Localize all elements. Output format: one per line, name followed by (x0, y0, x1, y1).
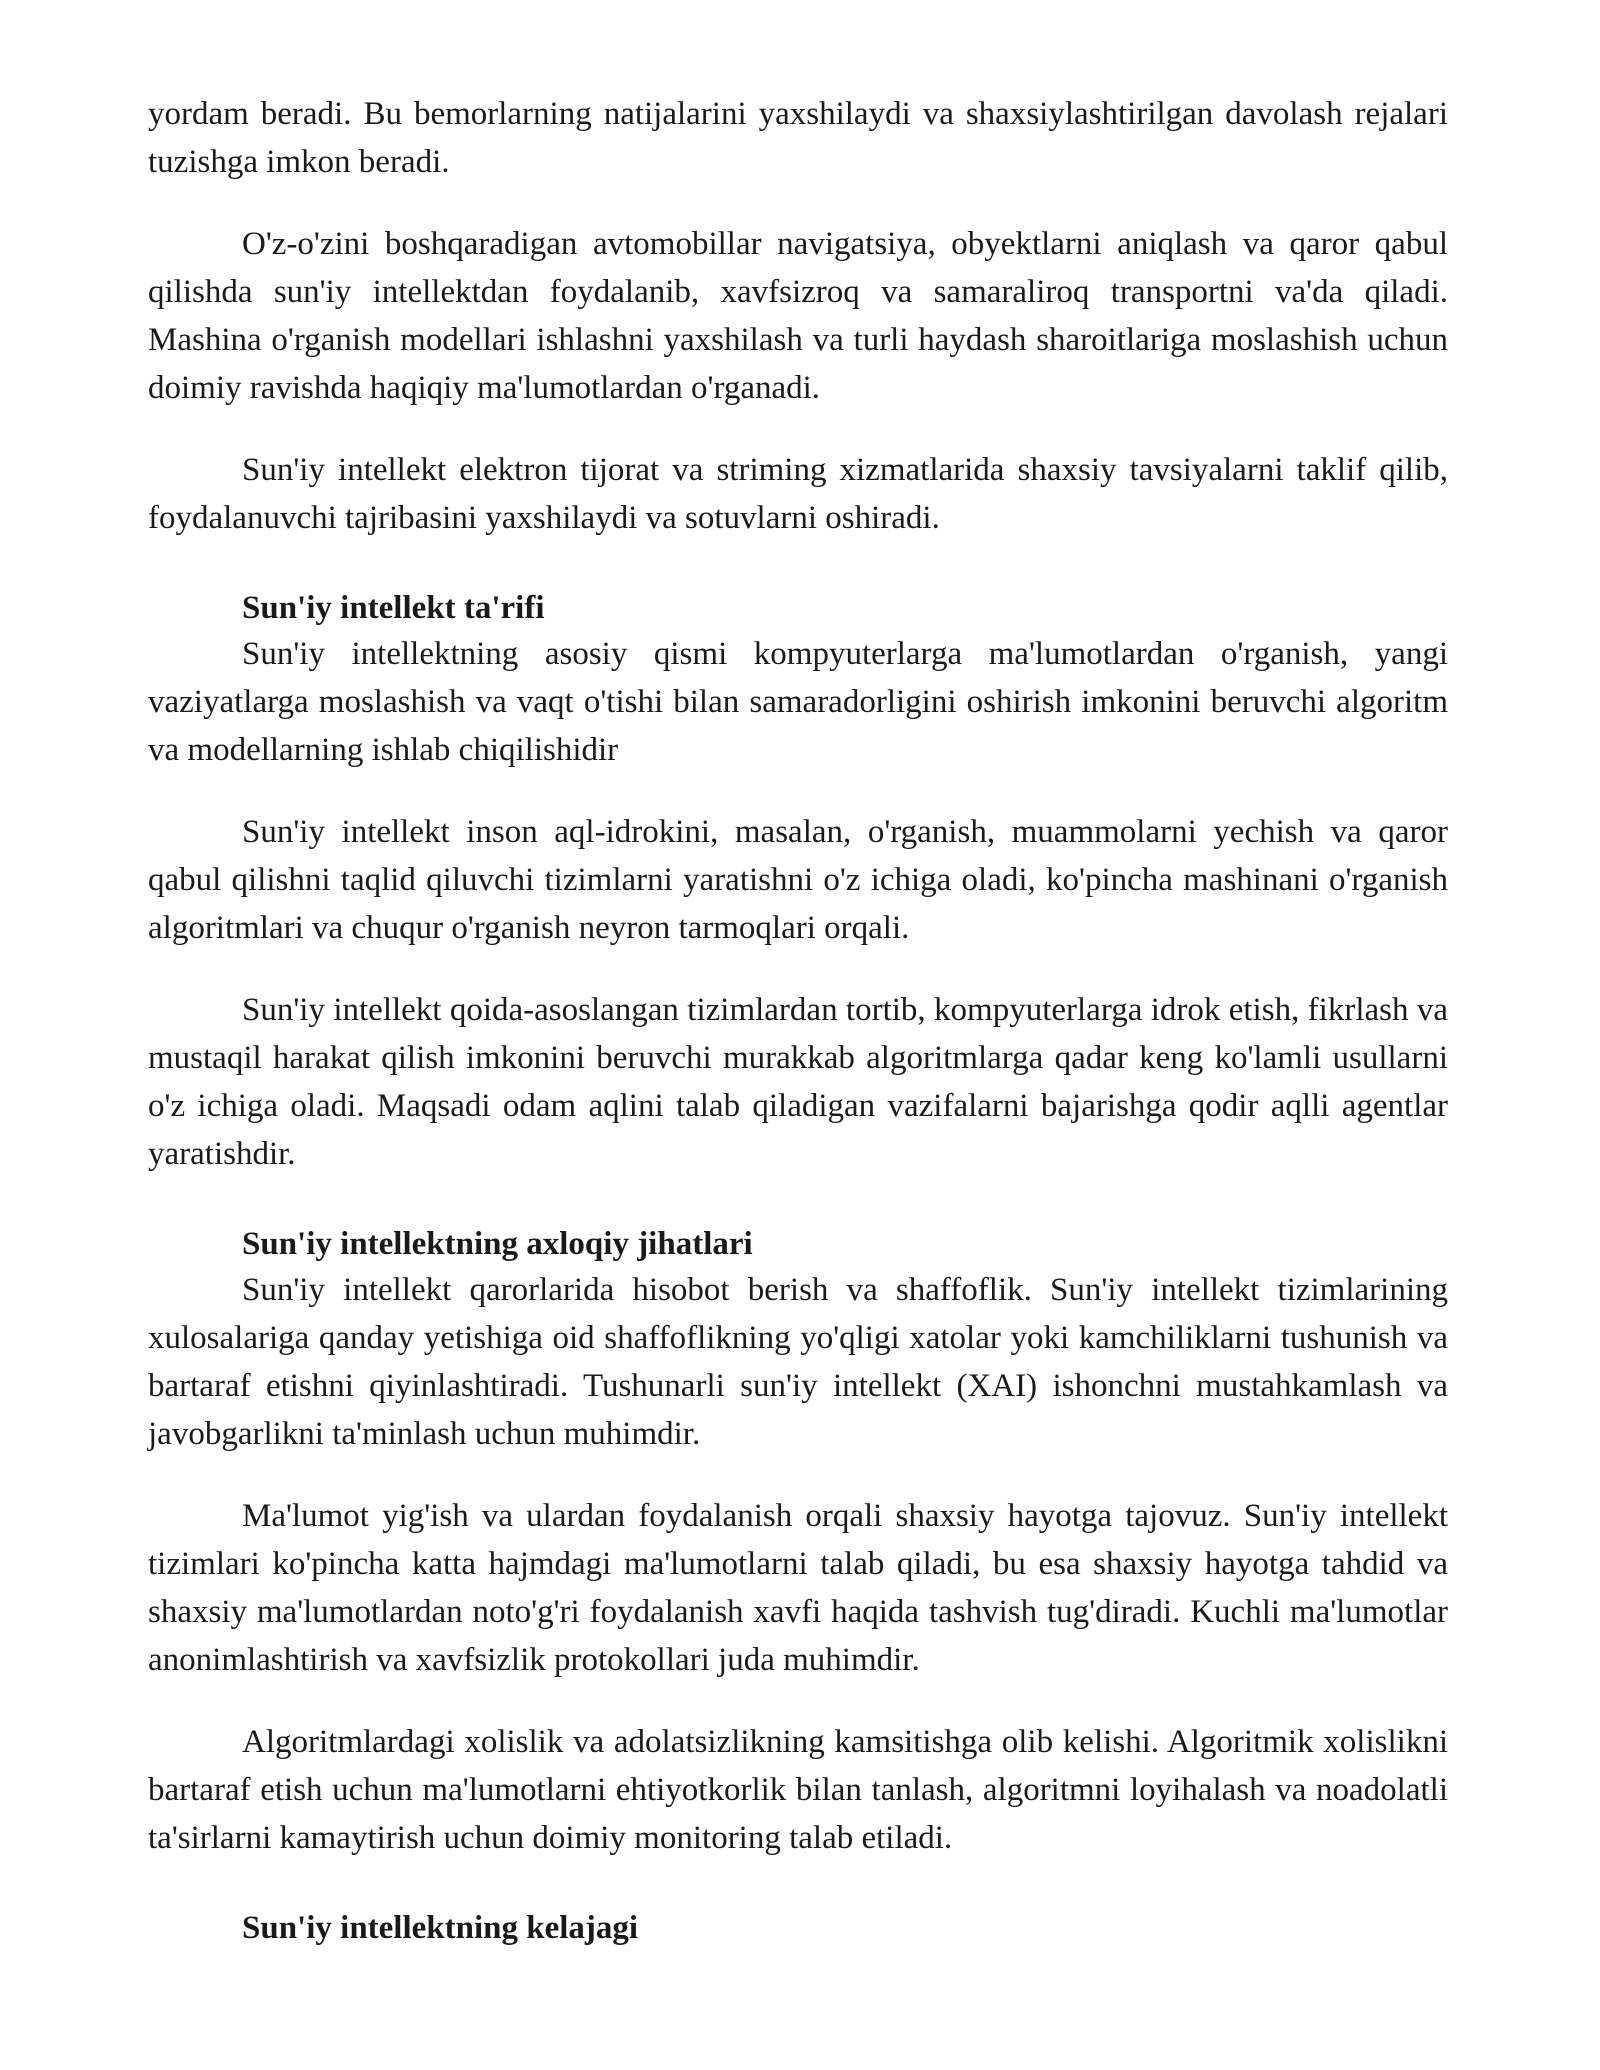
heading-ai-ethics: Sun'iy intellektning axloqiy jihatlari (242, 1226, 753, 1262)
paragraph-privacy: Ma'lumot yig'ish va ulardan foydalanish orqali shaxsiy hayotga tajovuz. Sun'iy intellekt tizimlari ko'pincha katta hajmdagi ma'lumotlarni talab qiladi, bu esa shaxsiy hayotga tahdid va shaxsiy ma'lumotlardan noto'g'ri foydalanish xavfi haqida tashvish tug'diradi. Kuchli ma'lumotlar anonimlashtirish va xavfsizlik protokollari juda muhimdir. (148, 1498, 1448, 1678)
paragraph-self-driving-cars: O'z-o'zini boshqaradigan avtomobillar navigatsiya, obyektlarni aniqlash va qaror qabul qilishda sun'iy intellektdan foydalanib, xavfsizroq va samaraliroq transportni va'da qiladi. Mashina o'rganish modellari ishlashni yaxshilash va turli haydash sharoitlariga moslashish uchun doimiy ravishda haqiqiy ma'lumotlardan o'rganadi. (148, 226, 1448, 406)
heading-ai-definition: Sun'iy intellekt ta'rifi (242, 590, 545, 626)
paragraph-recommendations: Sun'iy intellekt elektron tijorat va striming xizmatlarida shaxsiy tavsiyalarni taklif qilib, foydalanuvchi tajribasini yaxshilaydi va sotuvlarni oshiradi. (148, 452, 1448, 536)
document-body (148, 90, 1448, 1950)
paragraph-ai-human-intelligence: Sun'iy intellekt inson aql-idrokini, masalan, o'rganish, muammolarni yechish va qaror qabul qilishni taqlid qiluvchi tizimlarni yaratishni o'z ichiga oladi, ko'pincha mashinani o'rganish algoritmlari va chuqur o'rganish neyron tarmoqlari orqali. (148, 814, 1448, 946)
heading-ai-future: Sun'iy intellektning kelajagi (242, 1910, 639, 1946)
paragraph-ai-methods: Sun'iy intellekt qoida-asoslangan tizimlardan tortib, kompyuterlarga idrok etish, fikrlash va mustaqil harakat qilish imkonini beruvchi murakkab algoritmlarga qadar keng ko'lamli usullarni o'z ichiga oladi. Maqsadi odam aqlini talab qiladigan vazifalarni bajarishga qodir aqlli agentlar yaratishdir. (148, 992, 1448, 1172)
paragraph-medical-results: yordam beradi. Bu bemorlarning natijalarini yaxshilaydi va shaxsiylashtirilgan davolash rejalari tuzishga imkon beradi. (148, 96, 1448, 180)
paragraph-ai-core: Sun'iy intellektning asosiy qismi kompyuterlarga ma'lumotlardan o'rganish, yangi vaziyatlarga moslashish va vaqt o'tishi bilan samaradorligini oshirish imkonini beruvchi algoritm va modellarning ishlab chiqilishidir (148, 636, 1448, 768)
paragraph-transparency: Sun'iy intellekt qarorlarida hisobot berish va shaffoflik. Sun'iy intellekt tizimlarining xulosalariga qanday yetishiga oid shaffoflikning yo'qligi xatolar yoki kamchiliklarni tushunish va bartaraf etishni qiyinlashtiradi. Tushunarli sun'iy intellekt (XAI) ishonchni mustahkamlash va javobgarlikni ta'minlash uchun muhimdir. (148, 1272, 1448, 1452)
paragraph-bias: Algoritmlardagi xolislik va adolatsizlikning kamsitishga olib kelishi. Algoritmik xolislikni bartaraf etish uchun ma'lumotlarni ehtiyotkorlik bilan tanlash, algoritmni loyihalash va noadolatli ta'sirlarni kamaytirish uchun doimiy monitoring talab etiladi. (148, 1724, 1448, 1856)
